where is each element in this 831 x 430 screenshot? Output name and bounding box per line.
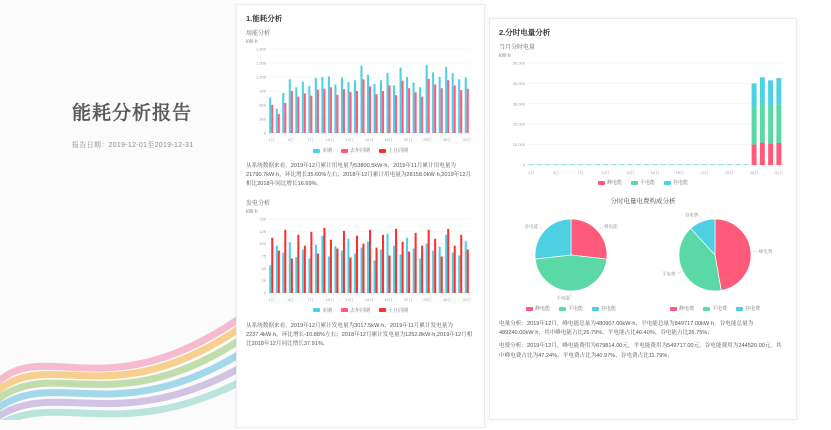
svg-text:150: 150 — [259, 216, 266, 222]
svg-text:平电能: 平电能 — [556, 295, 570, 301]
legend-label: 上月同期 — [388, 148, 409, 154]
svg-text:30,000: 30,000 — [512, 101, 525, 107]
svg-text:50,000: 50,000 — [512, 60, 525, 66]
pie-charts-row — [499, 207, 787, 303]
svg-text:600: 600 — [259, 102, 266, 108]
legend-item[interactable] — [670, 305, 694, 312]
legend-swatch-cyan — [736, 307, 743, 311]
legend-item[interactable] — [559, 305, 583, 312]
legend-label: 谷电费 — [745, 306, 761, 312]
cover-panel — [0, 0, 236, 430]
svg-text:7日: 7日 — [307, 137, 314, 142]
legend-label: 谷电能 — [673, 180, 689, 186]
svg-text:31日: 31日 — [462, 137, 471, 142]
legend-label: 本期 — [321, 148, 332, 154]
svg-text:25日: 25日 — [725, 170, 734, 175]
svg-text:7日: 7日 — [577, 170, 584, 175]
paragraph-energy-composition: 电量分析：2019年12月，峰电能总量为480907.00kW·h，平电能总量为849717.00kW·h，谷电能总量为489240.00kW·h，其中峰电能占比26.79%、平电能占比46.40%、谷电能占比26.75%； — [499, 321, 754, 337]
legend-item[interactable] — [703, 305, 727, 312]
report-date: 报告日期：2019-12-01至2019-12-31 — [72, 142, 194, 149]
pie-right-legend — [645, 305, 785, 312]
legend-swatch-green — [631, 181, 638, 185]
legend-item[interactable] — [379, 307, 408, 314]
svg-text:10日: 10日 — [325, 296, 335, 302]
svg-text:16日: 16日 — [650, 170, 660, 175]
svg-text:平电费: 平电费 — [661, 271, 676, 277]
legend-swatch-pink — [341, 308, 348, 312]
legend-swatch-cyan — [313, 308, 320, 312]
legend-swatch-green — [703, 307, 710, 311]
svg-text:峰电费: 峰电费 — [758, 248, 773, 254]
legend-label: 上月同期 — [388, 307, 409, 314]
svg-text:28日: 28日 — [442, 296, 452, 302]
svg-text:谷电费: 谷电费 — [684, 212, 699, 218]
svg-text:16日: 16日 — [364, 296, 374, 302]
legend-label: 平电能 — [567, 306, 583, 312]
svg-text:25日: 25日 — [423, 296, 432, 302]
legend-swatch-pink — [341, 149, 348, 153]
svg-text:1,800: 1,800 — [255, 46, 266, 52]
chart-a-title: 用能分析 — [246, 31, 271, 37]
legend-swatch-cyan — [664, 181, 671, 185]
svg-text:4日: 4日 — [552, 170, 560, 175]
svg-text:0: 0 — [263, 130, 266, 136]
svg-text:28日: 28日 — [749, 170, 759, 175]
svg-text:1,500: 1,500 — [255, 60, 266, 66]
legend-swatch-cyan — [592, 307, 599, 311]
tou-analysis-card — [489, 18, 797, 420]
legend-swatch-red — [379, 308, 386, 312]
svg-text:16日: 16日 — [364, 137, 374, 142]
svg-text:10日: 10日 — [325, 137, 335, 142]
svg-text:31日: 31日 — [462, 296, 471, 302]
legend-item[interactable] — [313, 147, 332, 154]
chart-generation — [246, 215, 475, 305]
svg-text:100: 100 — [259, 240, 266, 246]
decorative-ribbons — [0, 270, 236, 420]
chart-b-title: 发电分析 — [246, 200, 271, 207]
section1-heading: 1.能耗分析 — [246, 14, 283, 23]
chart-b-legend — [246, 307, 475, 314]
legend-swatch-red — [379, 149, 386, 153]
svg-text:1日: 1日 — [268, 296, 275, 302]
pie-energy — [501, 207, 641, 303]
legend-swatch-cyan — [313, 149, 320, 153]
svg-text:4日: 4日 — [287, 296, 294, 302]
chart-tou — [499, 59, 787, 177]
chart-c-legend — [499, 179, 787, 186]
svg-text:7日: 7日 — [307, 296, 314, 302]
svg-text:300: 300 — [259, 116, 266, 122]
svg-text:0: 0 — [522, 162, 525, 168]
chart-c-title: 当月分时电量 — [499, 45, 536, 51]
legend-label: 平电能 — [639, 180, 655, 186]
legend-label: 平电费 — [711, 306, 727, 312]
svg-text:1,200: 1,200 — [255, 74, 266, 80]
svg-text:28日: 28日 — [442, 137, 452, 142]
legend-item[interactable] — [631, 179, 655, 186]
chart-c-unit: kW·h — [499, 53, 511, 59]
svg-text:10日: 10日 — [601, 170, 610, 175]
legend-swatch-pink — [598, 181, 605, 185]
svg-text:900: 900 — [259, 88, 266, 94]
svg-text:10,000: 10,000 — [512, 142, 525, 148]
svg-text:19日: 19日 — [675, 170, 685, 175]
legend-label: 本期 — [321, 307, 332, 314]
svg-text:13日: 13日 — [625, 170, 635, 175]
legend-item[interactable] — [379, 147, 408, 154]
legend-item[interactable] — [341, 307, 370, 314]
svg-text:13日: 13日 — [345, 137, 354, 142]
svg-text:25日: 25日 — [423, 137, 432, 142]
legend-label: 去年同期 — [349, 307, 370, 314]
svg-text:25: 25 — [261, 277, 266, 283]
chart-a-unit: kW·h — [246, 39, 258, 45]
svg-text:1日: 1日 — [528, 170, 535, 175]
svg-text:谷电能: 谷电能 — [524, 223, 538, 229]
chart-usage — [246, 45, 475, 145]
svg-text:19日: 19日 — [384, 137, 393, 142]
svg-text:50: 50 — [261, 265, 266, 271]
svg-text:20,000: 20,000 — [512, 121, 525, 127]
svg-text:22日: 22日 — [403, 296, 413, 302]
legend-label: 峰电费 — [678, 306, 694, 312]
legend-swatch-green — [559, 307, 566, 311]
paragraph-usage: 从系统数据来看，2019年12月累计用电量为53800.5kW·h，2019年11月累计用电量为21790.7kW·h，环比增长35.60%左右；2018年12月累计用电量为28158.0kW·h,2019年12月相比2018年同比增长16.69%。 — [246, 163, 472, 188]
svg-text:0: 0 — [263, 290, 266, 296]
chart-a-legend — [246, 147, 475, 154]
svg-text:31日: 31日 — [774, 170, 784, 175]
svg-text:40,000: 40,000 — [512, 80, 525, 86]
legend-label: 峰电能 — [606, 180, 622, 186]
legend-item[interactable] — [598, 179, 622, 186]
svg-text:75: 75 — [261, 253, 266, 259]
svg-text:22日: 22日 — [403, 137, 413, 142]
legend-item[interactable] — [313, 307, 332, 314]
chart-b-unit: kW·h — [246, 208, 258, 215]
svg-text:13日: 13日 — [345, 296, 354, 302]
page-title: 能耗分析报告 — [72, 103, 193, 124]
pie-section-heading: 分时电量电费构成分析 — [610, 198, 676, 205]
energy-analysis-card — [236, 4, 485, 428]
legend-item[interactable] — [526, 305, 550, 312]
section2-heading: 2.分时电量分析 — [499, 28, 551, 37]
legend-item[interactable] — [592, 305, 616, 312]
legend-label: 谷电能 — [601, 306, 617, 312]
svg-text:22日: 22日 — [700, 170, 709, 175]
paragraph-generation: 从系统数据来看，2019年12月累计发电量为3017.5kW·h，2019年11月累计发电量为2237.4kW·h，环比增长-10.88%左右；2018年12月累计发电量为1252.8kW·h,2019年12月相比2018年12月同比增长37.91%。 — [246, 322, 473, 348]
legend-item[interactable] — [341, 147, 370, 154]
svg-text:峰电能: 峰电能 — [604, 223, 618, 229]
legend-label: 去年同期 — [349, 148, 370, 154]
svg-text:4日: 4日 — [287, 137, 294, 142]
svg-text:125: 125 — [259, 228, 266, 234]
legend-item[interactable] — [664, 179, 688, 186]
svg-text:19日: 19日 — [384, 296, 393, 302]
pie-left-legend — [501, 305, 641, 312]
legend-swatch-pink — [526, 307, 533, 311]
legend-label: 峰电能 — [534, 306, 550, 312]
pie-cost — [645, 207, 785, 303]
legend-swatch-pink — [670, 307, 677, 311]
paragraph-cost-composition: 电费分析：2019年12月，峰电能费用为679814.00元，平电能费用为549717.00元、谷电能费用为244520.00元。其中峰电费占比为47.24%、平电费占比为40.97%、谷电费占比11.79%； — [499, 343, 782, 359]
svg-text:1日: 1日 — [268, 137, 275, 142]
legend-item[interactable] — [736, 305, 760, 312]
